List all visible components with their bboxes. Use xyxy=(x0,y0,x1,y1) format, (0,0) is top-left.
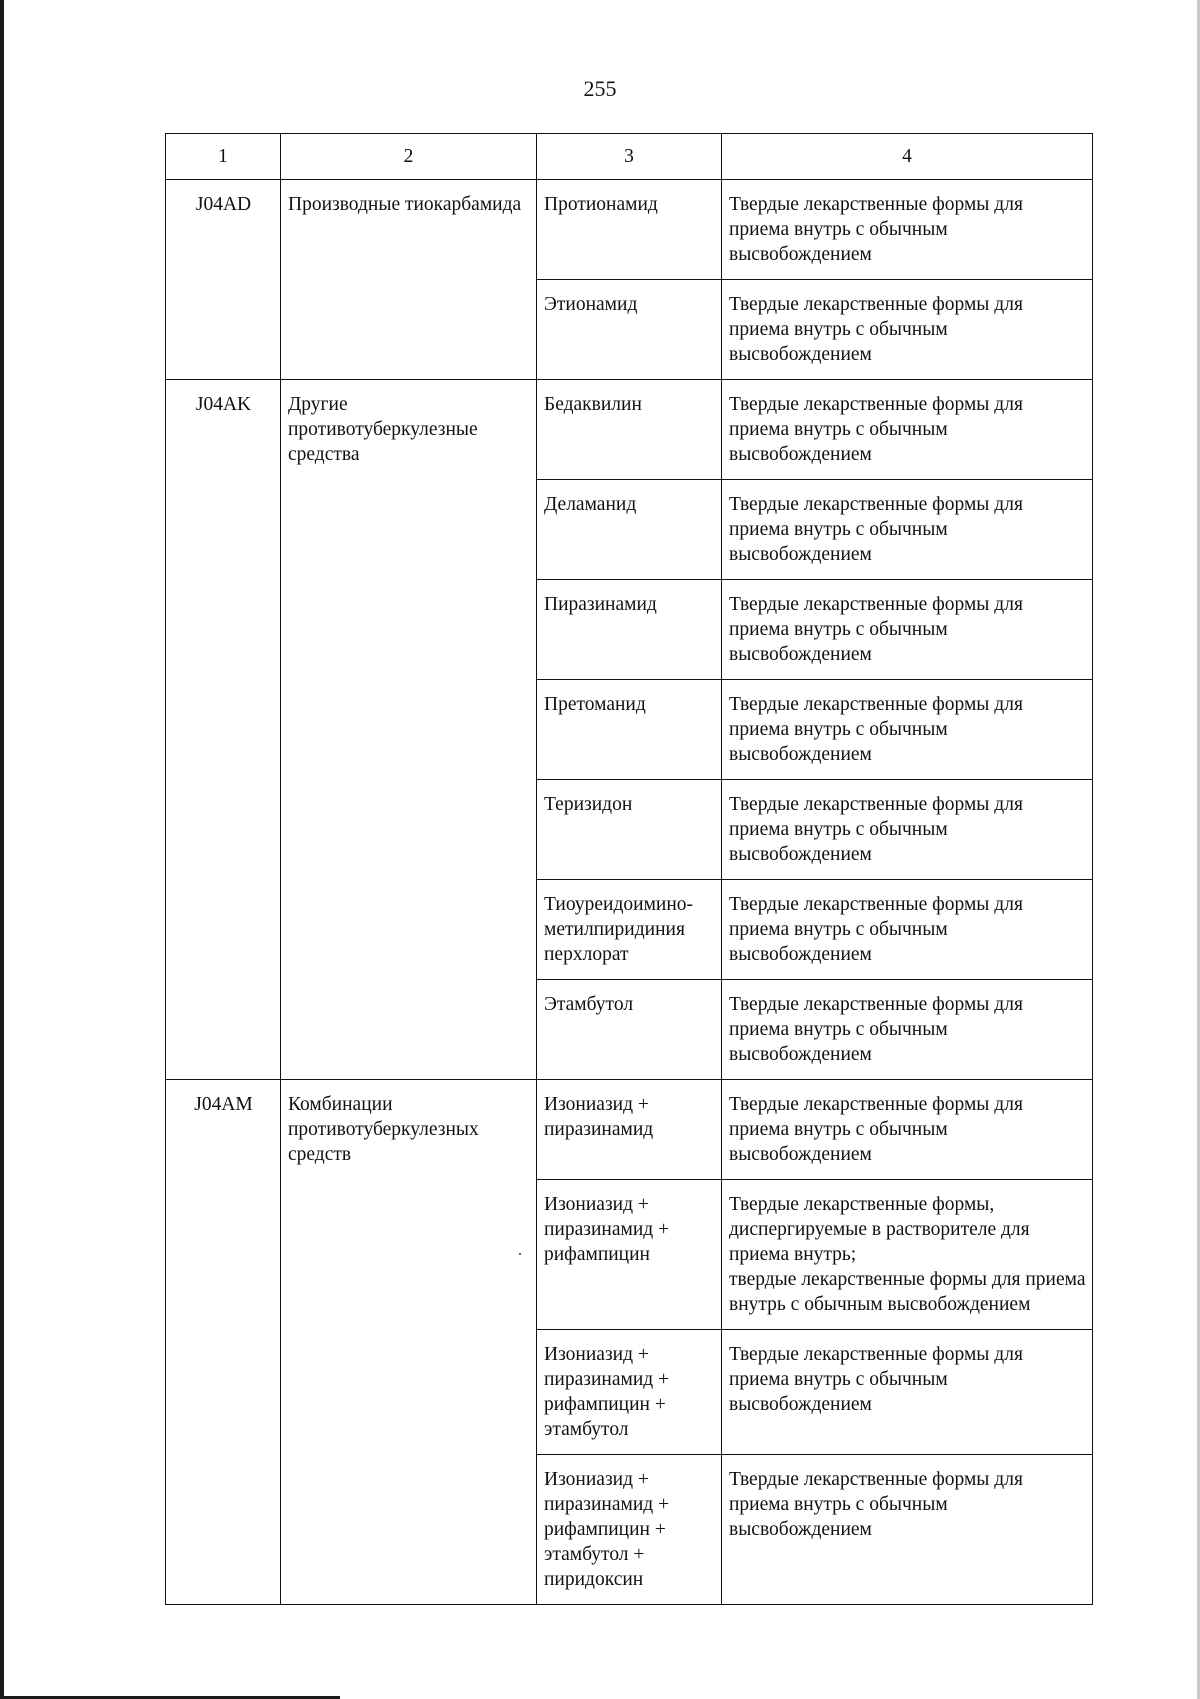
dosage-form-cell xyxy=(722,180,1093,280)
table-row xyxy=(166,180,1093,280)
dosage-form-cell xyxy=(722,580,1093,680)
header-col-1: 1 xyxy=(166,134,281,180)
drug-name-cell: Изониазид + пиразинамид + рифампицин + этамбутол + пиридоксин xyxy=(537,1455,722,1605)
drug-name-cell: Деламанид xyxy=(537,480,722,580)
atc-code-cell: J04AK xyxy=(166,380,281,1080)
dosage-form-text: Твердые лекарственные формы для приема внутрь с обычным высвобождением xyxy=(729,994,1023,1065)
table-body xyxy=(166,180,1093,1605)
table-header xyxy=(166,134,1093,180)
atc-code-cell: J04AD xyxy=(166,180,281,380)
dosage-form-cell xyxy=(722,480,1093,580)
table-row xyxy=(166,380,1093,480)
group-name-cell: Другие противотуберкулезные средства xyxy=(281,380,537,1080)
dosage-form-text: Твердые лекарственные формы для приема внутрь с обычным высвобождением xyxy=(729,1344,1023,1415)
dosage-form-text: Твердые лекарственные формы для приема внутрь с обычным высвобождением xyxy=(729,794,1023,865)
drug-name-cell: Пиразинамид xyxy=(537,580,722,680)
header-row xyxy=(166,134,1093,180)
dosage-form-text: Твердые лекарственные формы для приема внутрь с обычным высвобождением xyxy=(729,494,1023,565)
dosage-form-cell xyxy=(722,1080,1093,1180)
dosage-form-cell xyxy=(722,380,1093,480)
dosage-form-text: Твердые лекарственные формы для приема внутрь с обычным высвобождением xyxy=(729,1469,1023,1540)
dosage-form-cell xyxy=(722,1330,1093,1455)
dosage-form-cell xyxy=(722,1455,1093,1605)
group-name-cell: Производные тиокарбамида xyxy=(281,180,537,380)
dosage-form-text: Твердые лекарственные формы для приема внутрь с обычным высвобождением xyxy=(729,294,1023,365)
group-name-cell: Комбинации противотуберкулезных средств xyxy=(281,1080,537,1605)
drug-name-cell: Тиоуреидоимино-метилпиридиния перхлорат xyxy=(537,880,722,980)
dosage-form-cell xyxy=(722,280,1093,380)
dosage-form-text: Твердые лекарственные формы для приема внутрь с обычным высвобождением xyxy=(729,394,1023,465)
drug-name-cell: Этамбутол xyxy=(537,980,722,1080)
dosage-form-cell xyxy=(722,780,1093,880)
dosage-form-cell xyxy=(722,680,1093,780)
dosage-form-text: Твердые лекарственные формы для приема внутрь с обычным высвобождением xyxy=(729,594,1023,665)
dosage-form-text: Твердые лекарственные формы для приема внутрь с обычным высвобождением xyxy=(729,894,1023,965)
drug-name-cell: Претоманид xyxy=(537,680,722,780)
header-col-2: 2 xyxy=(281,134,537,180)
dosage-form-text: Твердые лекарственные формы для приема внутрь с обычным высвобождением xyxy=(729,194,1023,265)
dosage-form-cell xyxy=(722,880,1093,980)
page-number: 255 xyxy=(583,76,617,101)
dosage-form-text: Твердые лекарственные формы, диспергируемые в растворителе для приема внутрь; твердые лекарственные формы для приема внутрь с обычным высвобождением xyxy=(729,1194,1086,1315)
drug-name-cell: Протионамид xyxy=(537,180,722,280)
drug-name-cell: Изониазид + пиразинамид + рифампицин xyxy=(537,1180,722,1330)
drug-name-cell: Изониазид + пиразинамид xyxy=(537,1080,722,1180)
header-col-3: 3 xyxy=(537,134,722,180)
dosage-form-text: Твердые лекарственные формы для приема внутрь с обычным высвобождением xyxy=(729,1094,1023,1165)
dosage-form-cell xyxy=(722,980,1093,1080)
drug-classification-table xyxy=(165,133,1093,1605)
atc-code-cell: J04AM xyxy=(166,1080,281,1605)
dosage-form-text: Твердые лекарственные формы для приема внутрь с обычным высвобождением xyxy=(729,694,1023,765)
drug-name-cell: Изониазид + пиразинамид + рифампицин + этамбутол xyxy=(537,1330,722,1455)
scan-edge-left xyxy=(0,0,4,1699)
table-row xyxy=(166,1080,1093,1180)
drug-name-cell: Теризидон xyxy=(537,780,722,880)
header-col-4: 4 xyxy=(722,134,1093,180)
drug-name-cell: Этионамид xyxy=(537,280,722,380)
dosage-form-cell xyxy=(722,1180,1093,1330)
scan-speck xyxy=(519,1253,521,1255)
drug-name-cell: Бедаквилин xyxy=(537,380,722,480)
